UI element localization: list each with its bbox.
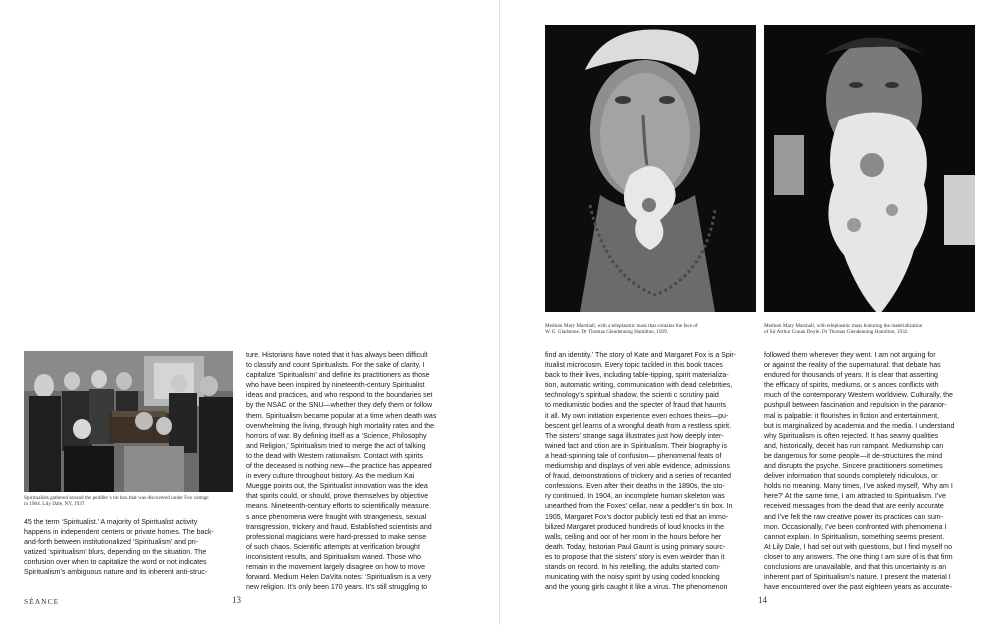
text-line: it all. My own initiation experience even echoes theirs—pu- [545,412,729,420]
text-line: be dangerous for some people—it de-structures the mind [764,452,943,460]
text-line: tion, automatic writing, communication with dead celebrities, [545,382,733,390]
text-line: es to propose that the sisters’ story is even weirder than it [545,553,725,561]
text-line: who have been inspired by nineteenth-century Spiritualist [246,382,425,390]
text-line: received messages from the dead that are eerily accurate [764,503,944,511]
text-line: Muegge points out, the Spiritualist innovation was the idea [246,483,428,491]
caption-line: in 1904. Lily Dale, NY, 1937. [24,501,86,508]
text-line: itualist microcosm. Every topic tackled in this book traces [545,362,723,370]
text-line: means. Nineteenth-century efforts to scientifically measure [246,503,429,511]
text-line: technology’s spiritual shadow, the scienti c scrutiny paid [545,392,719,400]
text-line: and disrupts the psyche. Sincere practitioners sometimes [764,463,943,471]
text-line: At Lily Dale, I had set out with questions, but I find myself no [764,543,953,551]
page-number-left: 13 [232,595,241,605]
caption-line: Spiritualists gathered around the peddler’s tin box that was discovered under Fox cottage [24,495,209,501]
text-line: overwhelming the living, through high mortality rates and the [246,422,435,430]
text-line: followed them wherever they went. I am not arguing for [764,352,936,359]
text-line: vatized ‘spiritualism’ blurs, depending on the situation. The [24,549,207,557]
text-line: find an identity.’ The story of Kate and Margaret Fox is a Spir- [545,352,737,359]
text-line: and, historically, deceit has run rampant. Mediumship can [764,442,944,450]
text-line: forward. Medium Helen DaVita notes: ‘Spiritualism is a very [246,574,432,582]
caption-line: Medium Mary Marshall, with teleplasmic mass featuring the materialization [764,323,923,329]
text-line: have encountered over the past eighteen years as accurate- [764,584,953,592]
photo-1929-caption [545,323,760,336]
text-line: them. Spiritualism became popular at a time when death was [246,412,437,420]
text-line: new religion. It’s only been 170 years. It’s still struggling to [246,584,428,592]
text-line: happens in independent centers or private homes. The back- [24,529,214,537]
text-line: conclusions are unavailable, and that this uncertainty is an [764,563,947,571]
text-line: and-forth between institutionalized ‘Spiritualism’ and pri- [24,539,199,547]
text-line: death. Today, historian Paul Gaunt is using primary sourc- [545,543,726,551]
text-line: ture. Historians have noted that it has always been difficult [246,352,428,359]
text-line: and Religion,’ Spiritualism tried to merge the act of talking [246,442,426,450]
group-photo-caption [24,495,236,508]
text-line: municating with the noisy spirit by using coded knocking [545,574,720,582]
text-line: bescent girl learns of a wrongful death from a restless spirit. [545,422,732,430]
text-line: inherent part of Spiritualism’s nature. I present the material I [764,574,951,582]
text-line: holds no meaning. Many times, I’ve asked myself, ‘Why am I [764,483,953,491]
text-line: cannot explain. In Spiritualism, something seems present. [764,533,945,541]
text-line: the efficacy of spirits, mediums, or s ances conflicts with [764,382,939,390]
text-line: remain in the movement largely disagree on how to move [246,563,426,571]
text-line: but is marginalized by academia and the media. I understand [764,422,955,430]
text-line: confusion over when to capitalize the word or not indicates [24,559,207,567]
running-title: SÉANCE [24,597,60,606]
text-line: and the young girls caught it like a virus. The phenomenon [545,584,728,592]
text-line: confessions. Even after their deaths in the 1890s, the sto- [545,483,725,491]
text-line: mon. Occasionally, I’ve been confronted with phenomena I [764,523,947,531]
text-line: 45 the term ‘Spiritualist.’ A majority of Spiritualist activity [24,519,198,526]
text-line: unearthed from the Foxes’ cellar, near a peddler’s tin box. In [545,503,733,511]
left-column-1 [24,518,236,579]
page-number-right: 14 [758,595,767,605]
text-line: Spiritualism’s ambiguous nature and its inherent anti-struc- [24,569,208,577]
left-column-2 [246,351,472,593]
text-line: 1905, Margaret Fox’s doctor publicly testi ed that an immo- [545,513,729,521]
text-line: deliver information that sounds completely ridiculous, or [764,473,938,481]
text-line: professional magicians were hard-pressed to make sense [246,533,427,541]
text-line: pushpull between fascination and repulsion in the paranor- [764,402,947,410]
medium-photo-1932 [764,25,975,312]
right-column-2 [764,351,978,593]
text-line: of fraud, demonstrations of trickery and a series of recanted [545,473,732,481]
text-line: closer to any answers. The one thing I am sure of is that firm [764,553,953,561]
text-line: endured for thousands of years. It is clear that asserting [764,372,938,380]
text-line: and I’ve felt the raw creative power its practices can sum- [764,513,943,521]
text-line: why Spiritualism is often rejected. It has seamy qualities [764,432,939,440]
text-line: bilized Margaret produced hundreds of loud knocks in the [545,523,725,531]
text-line: walls, ceiling and oor of her room in the hours before her [545,533,722,541]
caption-line: Medium Mary Marshall, with a teleplasmic mass that contains the face of [545,323,698,329]
text-line: or against the reality of the supernatural: that debate has [764,362,941,370]
text-line: back to their lives, including table-tipping, spirit materializa- [545,372,729,380]
text-line: by the NSAC or the SNU—whether they defy them or follow [246,402,433,410]
text-line: of such chaos. Scientific attempts at verification brought [246,543,420,551]
text-line: transgression, trickery and fraud. Established scientists and [246,523,432,531]
photo-1932-caption [764,323,994,336]
text-line: of the deceased is nothing new—the practice has appeared [246,463,432,471]
caption-line: of Sir Arthur Conan Doyle. Dr Thomas Glendenning Hamilton, 1932. [764,329,909,336]
text-line: inconsistent results, and Spiritualism waned. Those who [246,553,421,561]
text-line: capitalize ‘Spiritualism’ and define its practitioners as those [246,372,430,380]
text-line: a head-spinning tale of confusion— phenomenal feats of [545,452,722,460]
text-line: in every culture throughout history. As the medium Kai [246,473,415,481]
text-line: ideas and practices, and who respond to the boundaries set [246,392,433,400]
text-line: mal is palpable: it flourishes in fiction and entertainment, [764,412,940,420]
text-line: twined fact and ction are in Spiritualism. Their biography is [545,442,728,450]
right-column-1 [545,351,759,593]
text-line: ry continued. In 1904, an incomplete human skeleton was [545,493,725,501]
caption-line: W. E. Gladstone. Dr Thomas Glendenning Hamilton, 1929. [545,329,669,336]
text-line: that spirits could, or should, prove themselves by objective [246,493,429,501]
text-line: s ance phenomena were fraught with strangeness, sexual [246,513,427,521]
text-line: to mediumistic bodies and the specter of fraud that haunts [545,402,726,410]
medium-photo-1929 [545,25,756,312]
text-line: stands on record. In his retelling, the adults started com- [545,563,721,571]
text-line: much of the contemporary Western worldview. Culturally, the [764,392,953,400]
text-line: The sisters’ strange saga illustrates just how deeply inter- [545,432,724,440]
right-page [500,0,1000,625]
text-line: horrors of war. By defining itself as a ‘Science, Philosophy [246,432,427,440]
group-seance-photo [24,351,233,492]
text-line: mediumship and displays of veri able evidence, admissions [545,463,730,471]
text-line: to classify and count Spiritualists. For the sake of clarity, I [246,362,425,370]
text-line: here?’ At the same time, I am attracted to Spiritualism. I’ve [764,493,946,501]
text-line: to the dead with Western rationalism. Contact with spirits [246,452,423,460]
